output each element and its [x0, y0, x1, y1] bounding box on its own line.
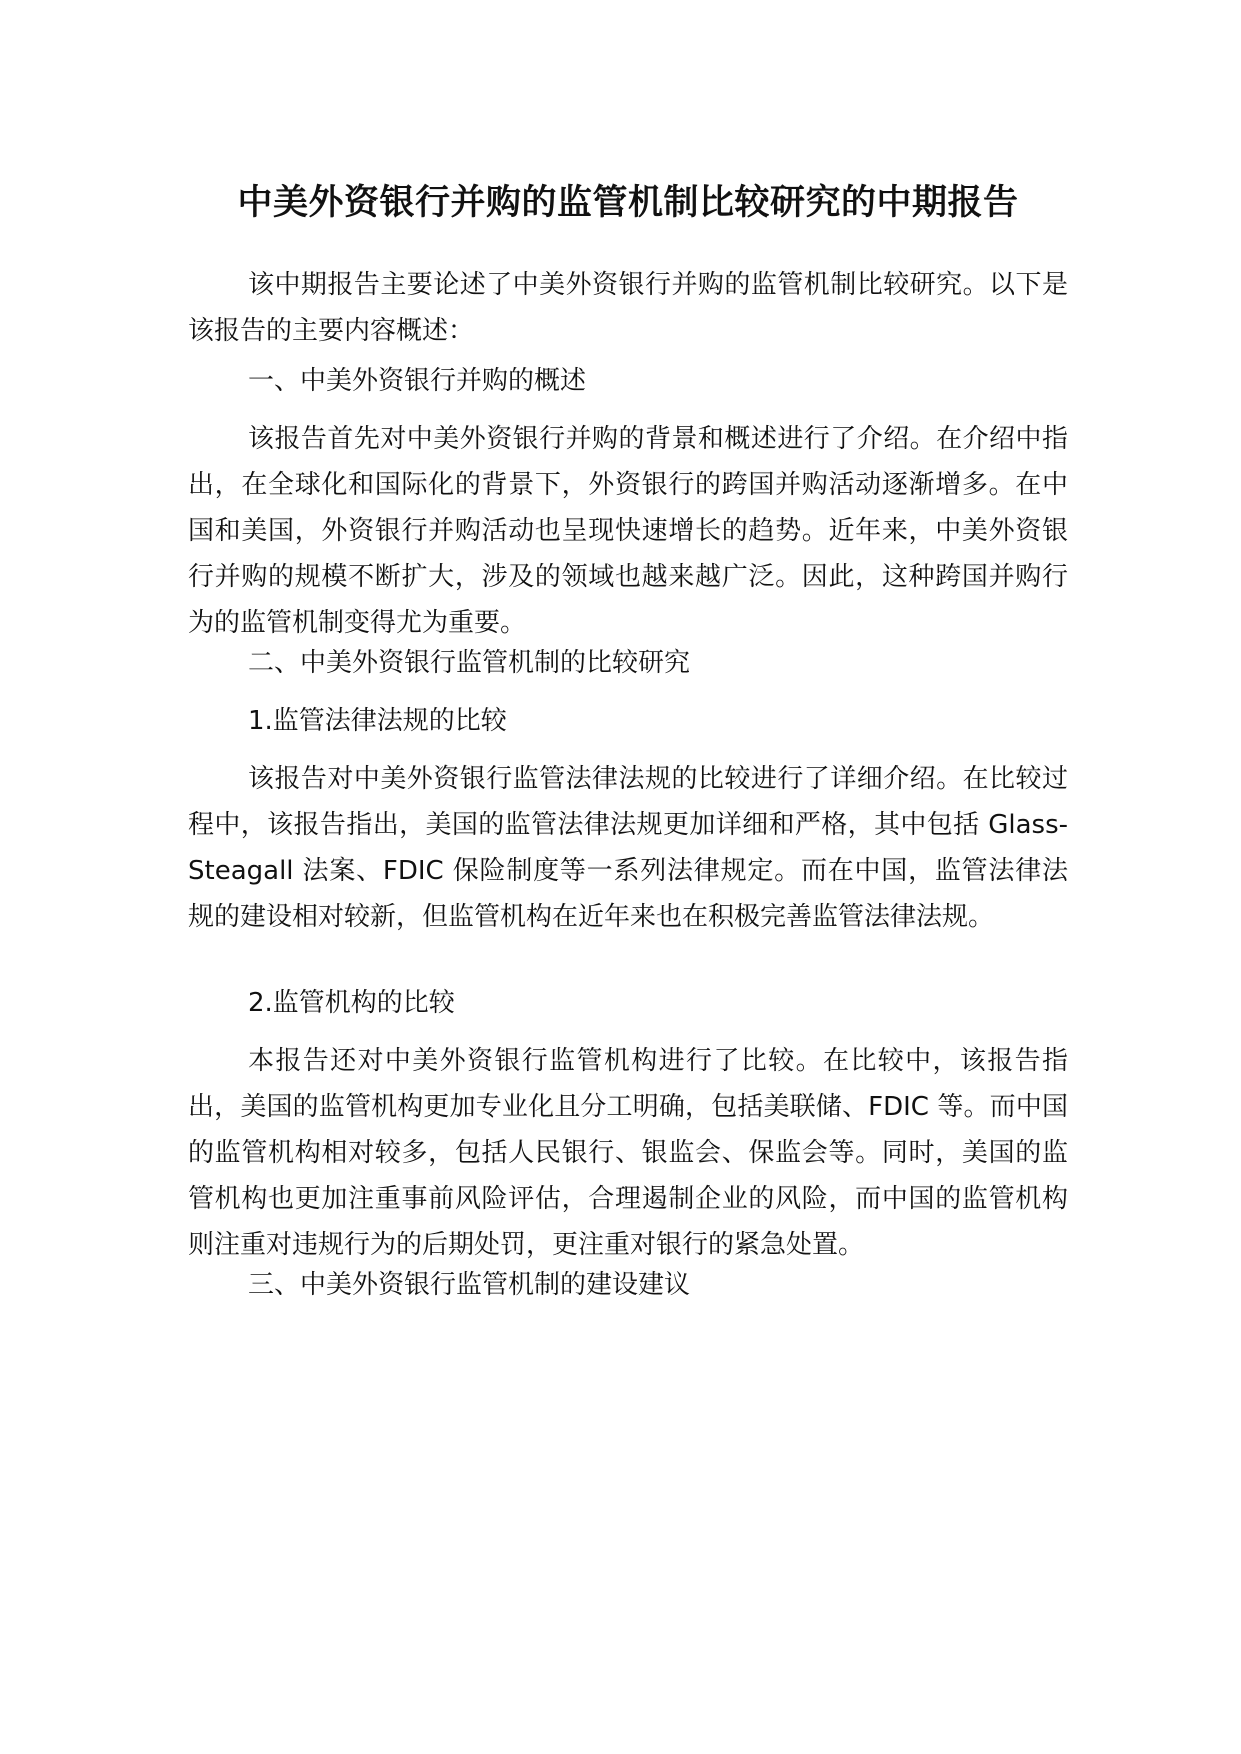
section-1-paragraph: 该报告首先对中美外资银行并购的背景和概述进行了介绍。在介绍中指出，在全球化和国际化的背景下，外资银行的跨国并购活动逐渐增多。在中国和美国，外资银行并购活动也呈现快速增长的趋势。近年来，中美外资银行并购的规模不断扩大，涉及的领域也越来越广泛。因此，这种跨国并购行为的监管机制变得尤为重要。: [188, 424, 1068, 638]
subsection-2-1-paragraph: 该报告对中美外资银行监管法律法规的比较进行了详细介绍。在比较过程中，该报告指出，美国的监管法律法规更加详细和严格，其中包括 Glass-Steagall 法案、FDIC 保险制度等一系列法律规定。而在中国，监管法律法规的建设相对较新，但监管机构在近年来也在积极完善监管法律法规。: [188, 764, 1068, 932]
subsection-heading-2-2: 2.监管机构的比较: [248, 988, 455, 1018]
intro-paragraph: 该中期报告主要论述了中美外资银行并购的监管机制比较研究。以下是该报告的主要内容概述：: [188, 270, 1068, 346]
document-title: 中美外资银行并购的监管机制比较研究的中期报告: [237, 183, 1019, 223]
subsection-2-2-paragraph: 本报告还对中美外资银行监管机构进行了比较。在比较中，该报告指出，美国的监管机构更加专业化且分工明确，包括美联储、FDIC 等。而中国的监管机构相对较多，包括人民银行、银监会、保监会等。同时，美国的监管机构也更加注重事前风险评估，合理遏制企业的风险，而中国的监管机构则注重对违规行为的后期处罚，更注重对银行的紧急处置。: [188, 1046, 1068, 1260]
section-heading-2: 二、中美外资银行监管机制的比较研究: [248, 648, 691, 678]
subsection-heading-2-1: 1.监管法律法规的比较: [248, 706, 507, 736]
section-heading-3: 三、中美外资银行监管机制的建设建议: [248, 1270, 691, 1300]
section-heading-1: 一、中美外资银行并购的概述: [248, 366, 587, 396]
